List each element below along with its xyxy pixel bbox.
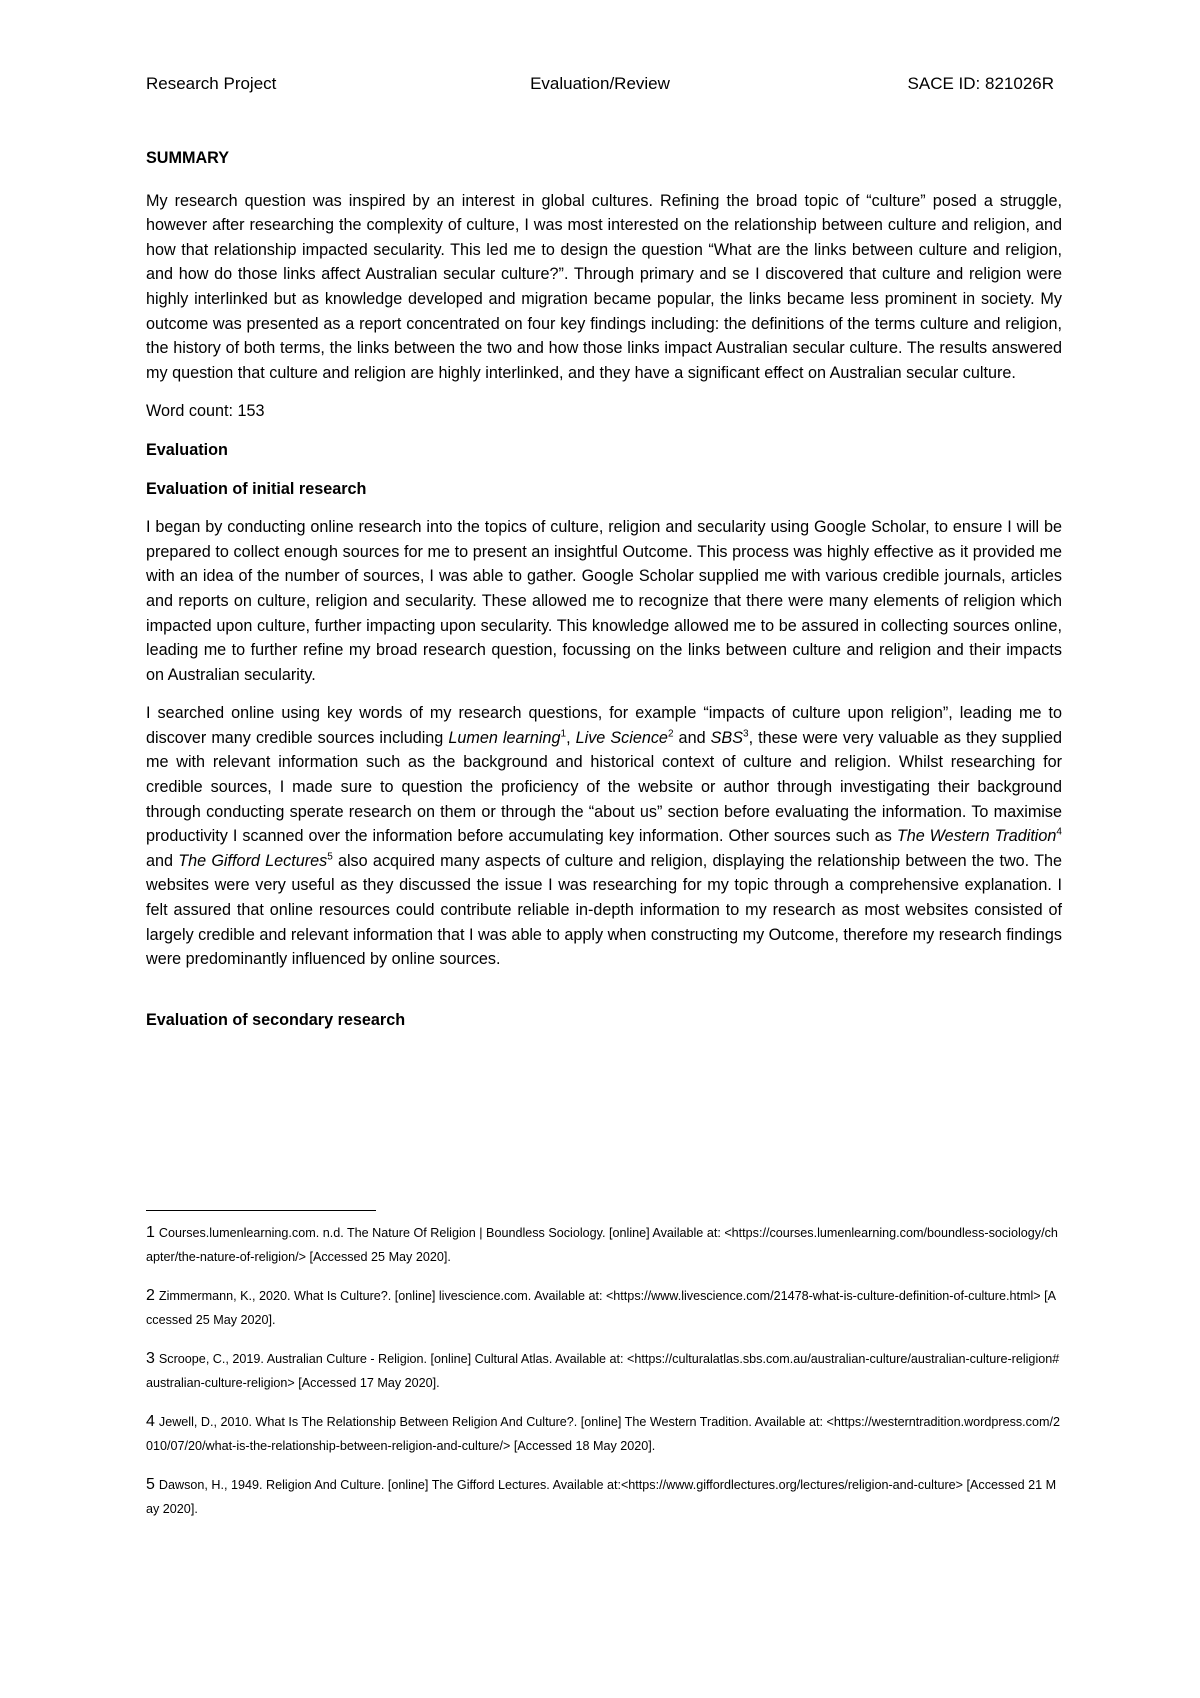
para2-text-4: , these were very valuable as they supplied me with relevant information such as the background and historical context of culture and religion. Whilst researching for credible sources, I made sure to question the proficiency of the website or author through investigating their background through conducting sperate research on them or through the “about us” section before evaluating the information. To maximise productivity I scanned over the information before accumulating key information. Other sources such as — [146, 728, 1062, 846]
initial-research-paragraph-1: I began by conducting online research into the topics of culture, religion and secularity using Google Scholar, to ensure I will be prepared to collect enough sources for me to present an insightful Outcome. This process was highly effective as it provided me with an idea of the number of sources, I was able to gather. Google Scholar supplied me with various credible journals, articles and reports on culture, religion and secularity. These allowed me to recognize that there were many elements of religion which impacted upon culture, further impacting upon secularity. This knowledge allowed me to be assured in collecting sources online, leading me to further refine my broad research question, focussing on the links between culture and religion and their impacts on Australian secularity. — [146, 518, 1062, 684]
footnote-ref-4: 4 — [1056, 826, 1062, 838]
summary-heading: SUMMARY — [146, 149, 230, 167]
footnote-ref-5: 5 — [327, 851, 333, 863]
page-header — [146, 74, 1054, 100]
footnote-text: Dawson, H., 1949. Religion And Culture. [online] The Gifford Lectures. Available at:<https://www.giffordlectures.org/lectures/religion-and-culture> [Accessed 21 May 2020]. — [146, 1478, 1057, 1516]
footnote-3 — [146, 1347, 1062, 1395]
footnote-text: Jewell, D., 2010. What Is The Relationship Between Religion And Culture?. [online] The Western Tradition. Available at: <https://westerntradition.wordpress.com/2010/07/20/what-is-the-relationship-between-religion-and-culture/> [Accessed 18 May 2020]. — [146, 1415, 1060, 1453]
footnote-number: 5 — [146, 1476, 155, 1493]
footnote-1 — [146, 1221, 1062, 1269]
secondary-research-heading: Evaluation of secondary research — [146, 1010, 406, 1029]
summary-paragraph: My research question was inspired by an interest in global cultures. Refining the broad topic of “culture” posed a struggle, however after researching the complexity of culture, I was most interested on the relationship between culture and religion, and how that relationship impacted secularity. This led me to design the question “What are the links between culture and religion, and how do those links affect Australian secular culture?”. Through primary and se I discovered that culture and religion were highly interlinked but as knowledge developed and migration became popular, the links became less prominent in society. My outcome was presented as a report concentrated on four key findings including: the definitions of the terms culture and religion, the history of both terms, the links between the two and how those links impact Australian secular culture. The results answered my question that culture and religion are highly interlinked, and they have a significant effect on Australian secular culture. — [146, 191, 1062, 382]
para2-text-5: and — [146, 851, 179, 870]
footnote-2 — [146, 1284, 1062, 1332]
para2-text-6: also acquired many aspects of culture and religion, displaying the relationship between the two. The websites were very useful as they discussed the issue I was researching for my topic through a comprehensive explanation. I felt assured that online resources could contribute reliable in-depth information to my research as most websites consisted of largely credible and relevant information that I was able to apply when constructing my Outcome, therefore my research findings were predominantly influenced by online sources. — [146, 851, 1062, 969]
evaluation-heading: Evaluation — [146, 440, 228, 459]
footnote-number: 2 — [146, 1287, 155, 1304]
footnote-text: Scroope, C., 2019. Australian Culture - Religion. [online] Cultural Atlas. Available at: <https://culturalatlas.sbs.com.au/australian-culture/australian-culture-religion#australian-culture-religion> [Accessed 17 May 2020]. — [146, 1352, 1060, 1390]
footnote-4 — [146, 1410, 1062, 1458]
para2-text-1: I searched online using key words of my research questions, for example “impacts of culture upon religion”, leading me to discover many credible sources including — [146, 704, 1062, 747]
footnote-separator — [146, 1210, 376, 1211]
document-body — [146, 146, 1062, 1032]
source-western-tradition: The Western Tradition — [896, 827, 1057, 846]
word-count: Word count: 153 — [146, 402, 265, 421]
para2-text-2: , — [566, 728, 576, 747]
footnote-ref-1: 1 — [560, 728, 567, 740]
footnote-ref-2: 2 — [667, 728, 674, 740]
footnote-number: 4 — [146, 1413, 155, 1430]
footnote-number: 3 — [146, 1350, 155, 1367]
header-section-title: Evaluation/Review — [530, 74, 670, 93]
initial-research-heading: Evaluation of initial research — [146, 479, 367, 498]
footnote-5 — [146, 1473, 1062, 1521]
footnote-number: 1 — [146, 1224, 155, 1241]
source-gifford-lectures: The Gifford Lectures — [178, 851, 328, 870]
footnotes — [146, 1210, 1062, 1536]
initial-research-paragraph-2 — [146, 701, 1062, 972]
footnote-text: Zimmermann, K., 2020. What Is Culture?. [online] livescience.com. Available at: <https://www.livescience.com/21478-what-is-culture-definition-of-culture.html> [Accessed 25 May 2020]. — [146, 1289, 1057, 1327]
source-lumen-learning: Lumen learning — [448, 728, 561, 747]
footnote-ref-3: 3 — [743, 728, 749, 740]
footnote-text: Courses.lumenlearning.com. n.d. The Nature Of Religion | Boundless Sociology. [online] Available at: <https://courses.lumenlearning.com/boundless-sociology/chapter/the-nature-of-religion/> [Accessed 25 May 2020]. — [146, 1226, 1058, 1264]
header-sace-id: SACE ID: 821026R — [907, 74, 1054, 93]
header-project-title: Research Project — [146, 74, 277, 93]
para2-text-3: and — [673, 728, 711, 747]
source-sbs: SBS — [710, 728, 744, 747]
source-live-science: Live Science — [575, 728, 668, 747]
